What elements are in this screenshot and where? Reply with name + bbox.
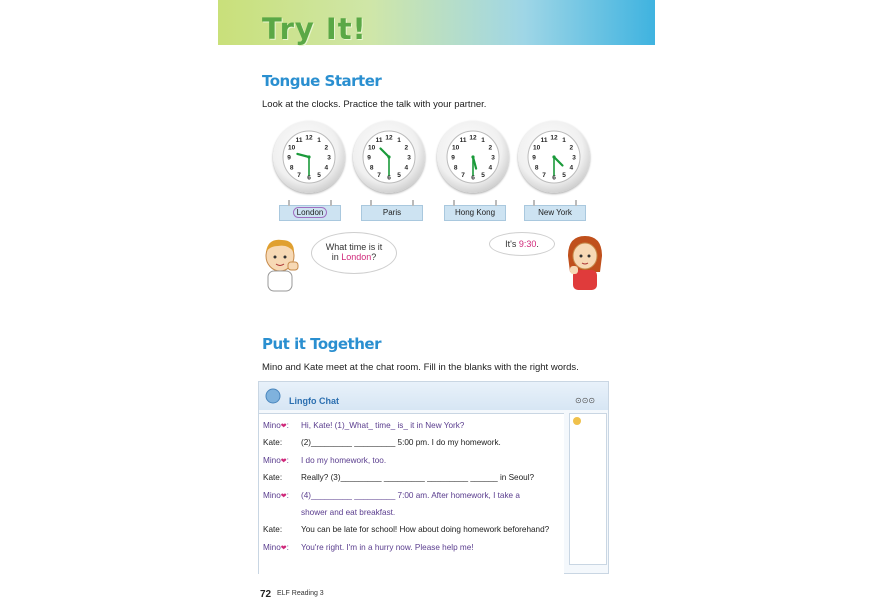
clock-numeral: 2 — [404, 144, 409, 152]
chat-title: Lingfo Chat — [289, 396, 339, 406]
clock-numeral: 8 — [534, 164, 539, 172]
tongue-starter-instruction: Look at the clocks. Practice the talk with your partner. — [262, 99, 487, 110]
clock-numeral: 3 — [491, 154, 495, 162]
clock-numeral: 8 — [289, 164, 294, 172]
clock-numeral: 5 — [397, 171, 401, 179]
chat-controls-icon[interactable]: ⊙⊙⊙ — [575, 396, 596, 405]
tongue-starter-title: Tongue Starter — [262, 72, 382, 90]
clock-numeral: 3 — [327, 154, 331, 162]
clock-numeral: 6 — [387, 174, 391, 182]
clock-numeral: 7 — [297, 171, 301, 179]
clock-numeral: 1 — [481, 137, 485, 145]
city-label-new-york: New York — [524, 205, 586, 221]
clock-numeral: 1 — [397, 137, 401, 145]
speech-bubble-girl: It's 9:30. — [489, 232, 555, 256]
clock-numeral: 7 — [461, 171, 465, 179]
city-label-london: London — [279, 205, 341, 221]
clock-numeral: 11 — [375, 137, 383, 145]
clock-numeral: 4 — [324, 164, 329, 172]
city-label-hong-kong: Hong Kong — [444, 205, 506, 221]
clock-numeral: 10 — [368, 144, 376, 152]
clock-numeral: 2 — [324, 144, 329, 152]
clock-numeral: 8 — [453, 164, 458, 172]
speech-bubble-boy: What time is it in London? — [311, 232, 397, 274]
clock-numeral: 5 — [562, 171, 566, 179]
clock-numeral: 7 — [377, 171, 381, 179]
clock-numeral: 12 — [305, 134, 313, 142]
page-title: Try It! — [262, 12, 367, 46]
chat-messages: Mino❤: Hi, Kate! (1)_What_ time_ is_ it in New York? Kate: (2)_________ _________ 5:00 pm. I do my homework. Mino❤: I do my homework, too. Kate: Really? (3)_________ _________ _________ ______ in Seoul? Mino❤: (4)_________ _________ 7:00 am. After homework, I take a shower and eat breakfast. Kate: You can be late for school! How about doing homework beforehand? Mino❤: You're right. I'm in a hurry now. Please help me! — [259, 413, 564, 574]
clock-paris — [353, 121, 425, 193]
clock-numeral: 4 — [404, 164, 409, 172]
clock-numeral: 6 — [307, 174, 311, 182]
clock-numeral: 11 — [295, 137, 303, 145]
clock-numeral: 6 — [552, 174, 556, 182]
clock-numeral: 9 — [451, 154, 455, 162]
clock-numeral: 10 — [288, 144, 296, 152]
clock-center — [387, 155, 390, 158]
clock-numeral: 11 — [540, 137, 548, 145]
clock-numeral: 4 — [569, 164, 574, 172]
clock-numeral: 1 — [317, 137, 321, 145]
clock-numeral: 9 — [367, 154, 371, 162]
boy-illustration — [258, 236, 308, 294]
clock-numeral: 7 — [542, 171, 546, 179]
clock-numeral: 6 — [471, 174, 475, 182]
chat-logo-icon — [265, 388, 281, 404]
clock-london — [273, 121, 345, 193]
clock-numeral: 4 — [488, 164, 493, 172]
clock-numeral: 2 — [488, 144, 493, 152]
clock-numeral: 5 — [317, 171, 321, 179]
book-title: ELF Reading 3 — [277, 590, 324, 597]
clock-numeral: 12 — [469, 134, 477, 142]
clock-numeral: 9 — [532, 154, 536, 162]
clock-numeral: 10 — [452, 144, 460, 152]
clock-numeral: 3 — [572, 154, 576, 162]
clock-numeral: 9 — [287, 154, 291, 162]
clock-new-york — [518, 121, 590, 193]
girl-illustration — [562, 232, 608, 292]
clock-numeral: 1 — [562, 137, 566, 145]
clock-numeral: 2 — [569, 144, 574, 152]
clock-numeral: 12 — [550, 134, 558, 142]
clock-numeral: 3 — [407, 154, 411, 162]
clock-numeral: 12 — [385, 134, 393, 142]
chat-user-list[interactable] — [569, 413, 607, 565]
clock-numeral: 11 — [459, 137, 467, 145]
clock-numeral: 8 — [369, 164, 374, 172]
clock-hong-kong — [437, 121, 509, 193]
put-it-together-instruction: Mino and Kate meet at the chat room. Fill in the blanks with the right words. — [262, 362, 579, 373]
city-label-paris: Paris — [361, 205, 423, 221]
put-it-together-title: Put it Together — [262, 335, 381, 353]
clock-numeral: 5 — [481, 171, 485, 179]
user-status-icon — [573, 417, 581, 425]
page-number: 72 — [260, 589, 272, 600]
chat-window — [258, 381, 609, 574]
clock-center — [471, 155, 474, 158]
clock-center — [307, 155, 310, 158]
clock-center — [552, 155, 555, 158]
clock-numeral: 10 — [533, 144, 541, 152]
